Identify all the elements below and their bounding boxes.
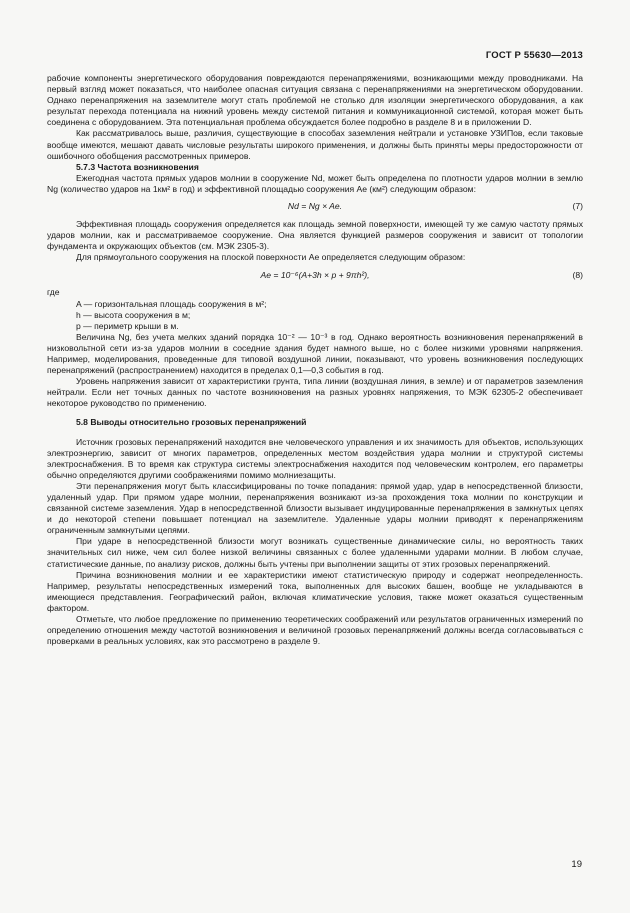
paragraph: рабочие компоненты энергетического оборудования повреждаются перенапряжениями, возникающими между проводниками. На первый взгляд может показаться, что наиболее опасная ситуация связана с перенапряжениями на энергетическом оборудовании. Однако перенапряжения на заземлителе могут стать проблемой не столько для изоляции энергетического оборудования, а как результат перехода потенциала на нижний уровень между системой питания и коммуникационной системой, которая может быть соединена с оборудованием. Эта потенциальная проблема обсуждается более подробно в разделе 8 и в приложении D. <box>47 73 583 128</box>
formula-number: (8) <box>572 269 583 280</box>
paragraph: Уровень напряжения зависит от характеристики грунта, типа линии (воздушная линия, в земле) и от параметров заземления нейтрали. Если нет точных данных по частоте возникновения на разных уровнях напряжения, то МЭК 62305-2 обеспечивает некоторое руководство по применению. <box>47 376 583 409</box>
definition-item: h — высота сооружения в м; <box>76 309 191 320</box>
page-number: 19 <box>571 859 582 870</box>
formula-number: (7) <box>572 201 583 212</box>
definition-item: A — горизонтальная площадь сооружения в м²; <box>76 298 267 309</box>
formula-7 <box>47 197 583 217</box>
formula-8 <box>47 265 583 285</box>
where-label: где <box>47 287 60 298</box>
formula-expression: Nd = Ng × Ae. <box>287 201 343 212</box>
document-header: ГОСТ Р 55630—2013 <box>485 50 583 61</box>
paragraph: При ударе в непосредственной близости могут возникать существенные динамические силы, но вероятность таких значительных сил ниже, чем сил более низкой величины связанных с более удаленными ударами молнии. В любом случае, статистические данные, по анализу рисков, должны быть учтены при выполнении защиты от этих грозовых перенапряжений. <box>47 536 583 569</box>
paragraph: Причина возникновения молнии и ее характеристики имеют статистическую природу и содержат неопределенность. Например, результаты непосредственных измерений тока, выполненных для высоких башен, вообще не укладываются в имеющиеся представления. Географический район, включая климатические условия, также может оказаться существенным фактором. <box>47 569 583 613</box>
paragraph: Ежегодная частота прямых ударов молнии в сооружение Nd, может быть определена по плотности ударов молнии в землю Ng (количество ударов на 1км² в год) и эффективной площадью сооружения Ae (км²) следующим образом: <box>47 172 583 194</box>
paragraph: Источник грозовых перенапряжений находится вне человеческого управления и их значимость для объектов, использующих электроэнергию, зависит от многих параметров, определенных местом воздействия удара молнии и структурой системы электроснабжения. В то время как структура системы электроснабжения находится под человеческим контролем, его параметры обычно определяются другими соображениями помимо молниезащиты. <box>47 436 583 480</box>
definition-item: p — периметр крыши в м. <box>76 320 179 331</box>
paragraph: Эти перенапряжения могут быть классифицированы по точке попадания: прямой удар, удар в непосредственной близости, удаленный удар. При прямом ударе молнии, перенапряжения возникают из-за прохождения тока молнии по конструкции и связанной системе заземления. Удар в непосредственной близости вызывает индуцированные перенапряжения в замкнутых цепях и до некоторой степени повышает потенциал на заземлителе. Удаленные удары молнии приводят к перенапряжениям ограниченным замкнутыми цепями. <box>47 480 583 536</box>
page-body <box>47 73 583 647</box>
section-heading: 5.8 Выводы относительно грозовых перенапряжений <box>76 417 307 428</box>
section-heading: 5.7.3 Частота возникновения <box>76 161 199 172</box>
paragraph: Величина Ng, без учета мелких зданий порядка 10⁻² — 10⁻³ в год. Однако вероятность возникновения перенапряжений в низковольтной сети из-за ударов молнии в соседние здания будет намного выше, но с более низкими уровнями напряжения. Например, моделирования, проведенные для типовой воздушной линии, показывают, что уровень возникновения последующих перенапряжений (распространением) находится в пределах 0,1—0,3 события в год. <box>47 331 583 376</box>
paragraph: Отметьте, что любое предложение по применению теоретических соображений или результатов ограниченных измерений по определению отношения между частотой возникновения и величиной грозовых перенапряжений должны всегда согласовываться с проверками в реальных условиях, как это рассмотрено в разделе 9. <box>47 614 583 647</box>
formula-expression: Ae = 10⁻⁶(A+3h × p + 9πh²), <box>260 269 370 280</box>
paragraph: Эффективная площадь сооружения определяется как площадь земной поверхности, имеющей ту же самую частоту прямых ударов молнии, как и рассматриваемое сооружение. Она является функцией размеров сооружения и зависит от топологии фундамента и окружающих объектов (см. МЭК 2305-3). <box>47 219 583 252</box>
paragraph: Как рассматривалось выше, различия, существующие в способах заземления нейтрали и установке УЗИПов, если таковые вообще имеются, мешают давать числовые результаты широкого применения, и должны быть приняты меры предосторожности от ошибочного обобщения рассмотренных примеров. <box>47 128 583 161</box>
paragraph: Для прямоугольного сооружения на плоской поверхности Ae определяется следующим образом: <box>76 252 466 263</box>
